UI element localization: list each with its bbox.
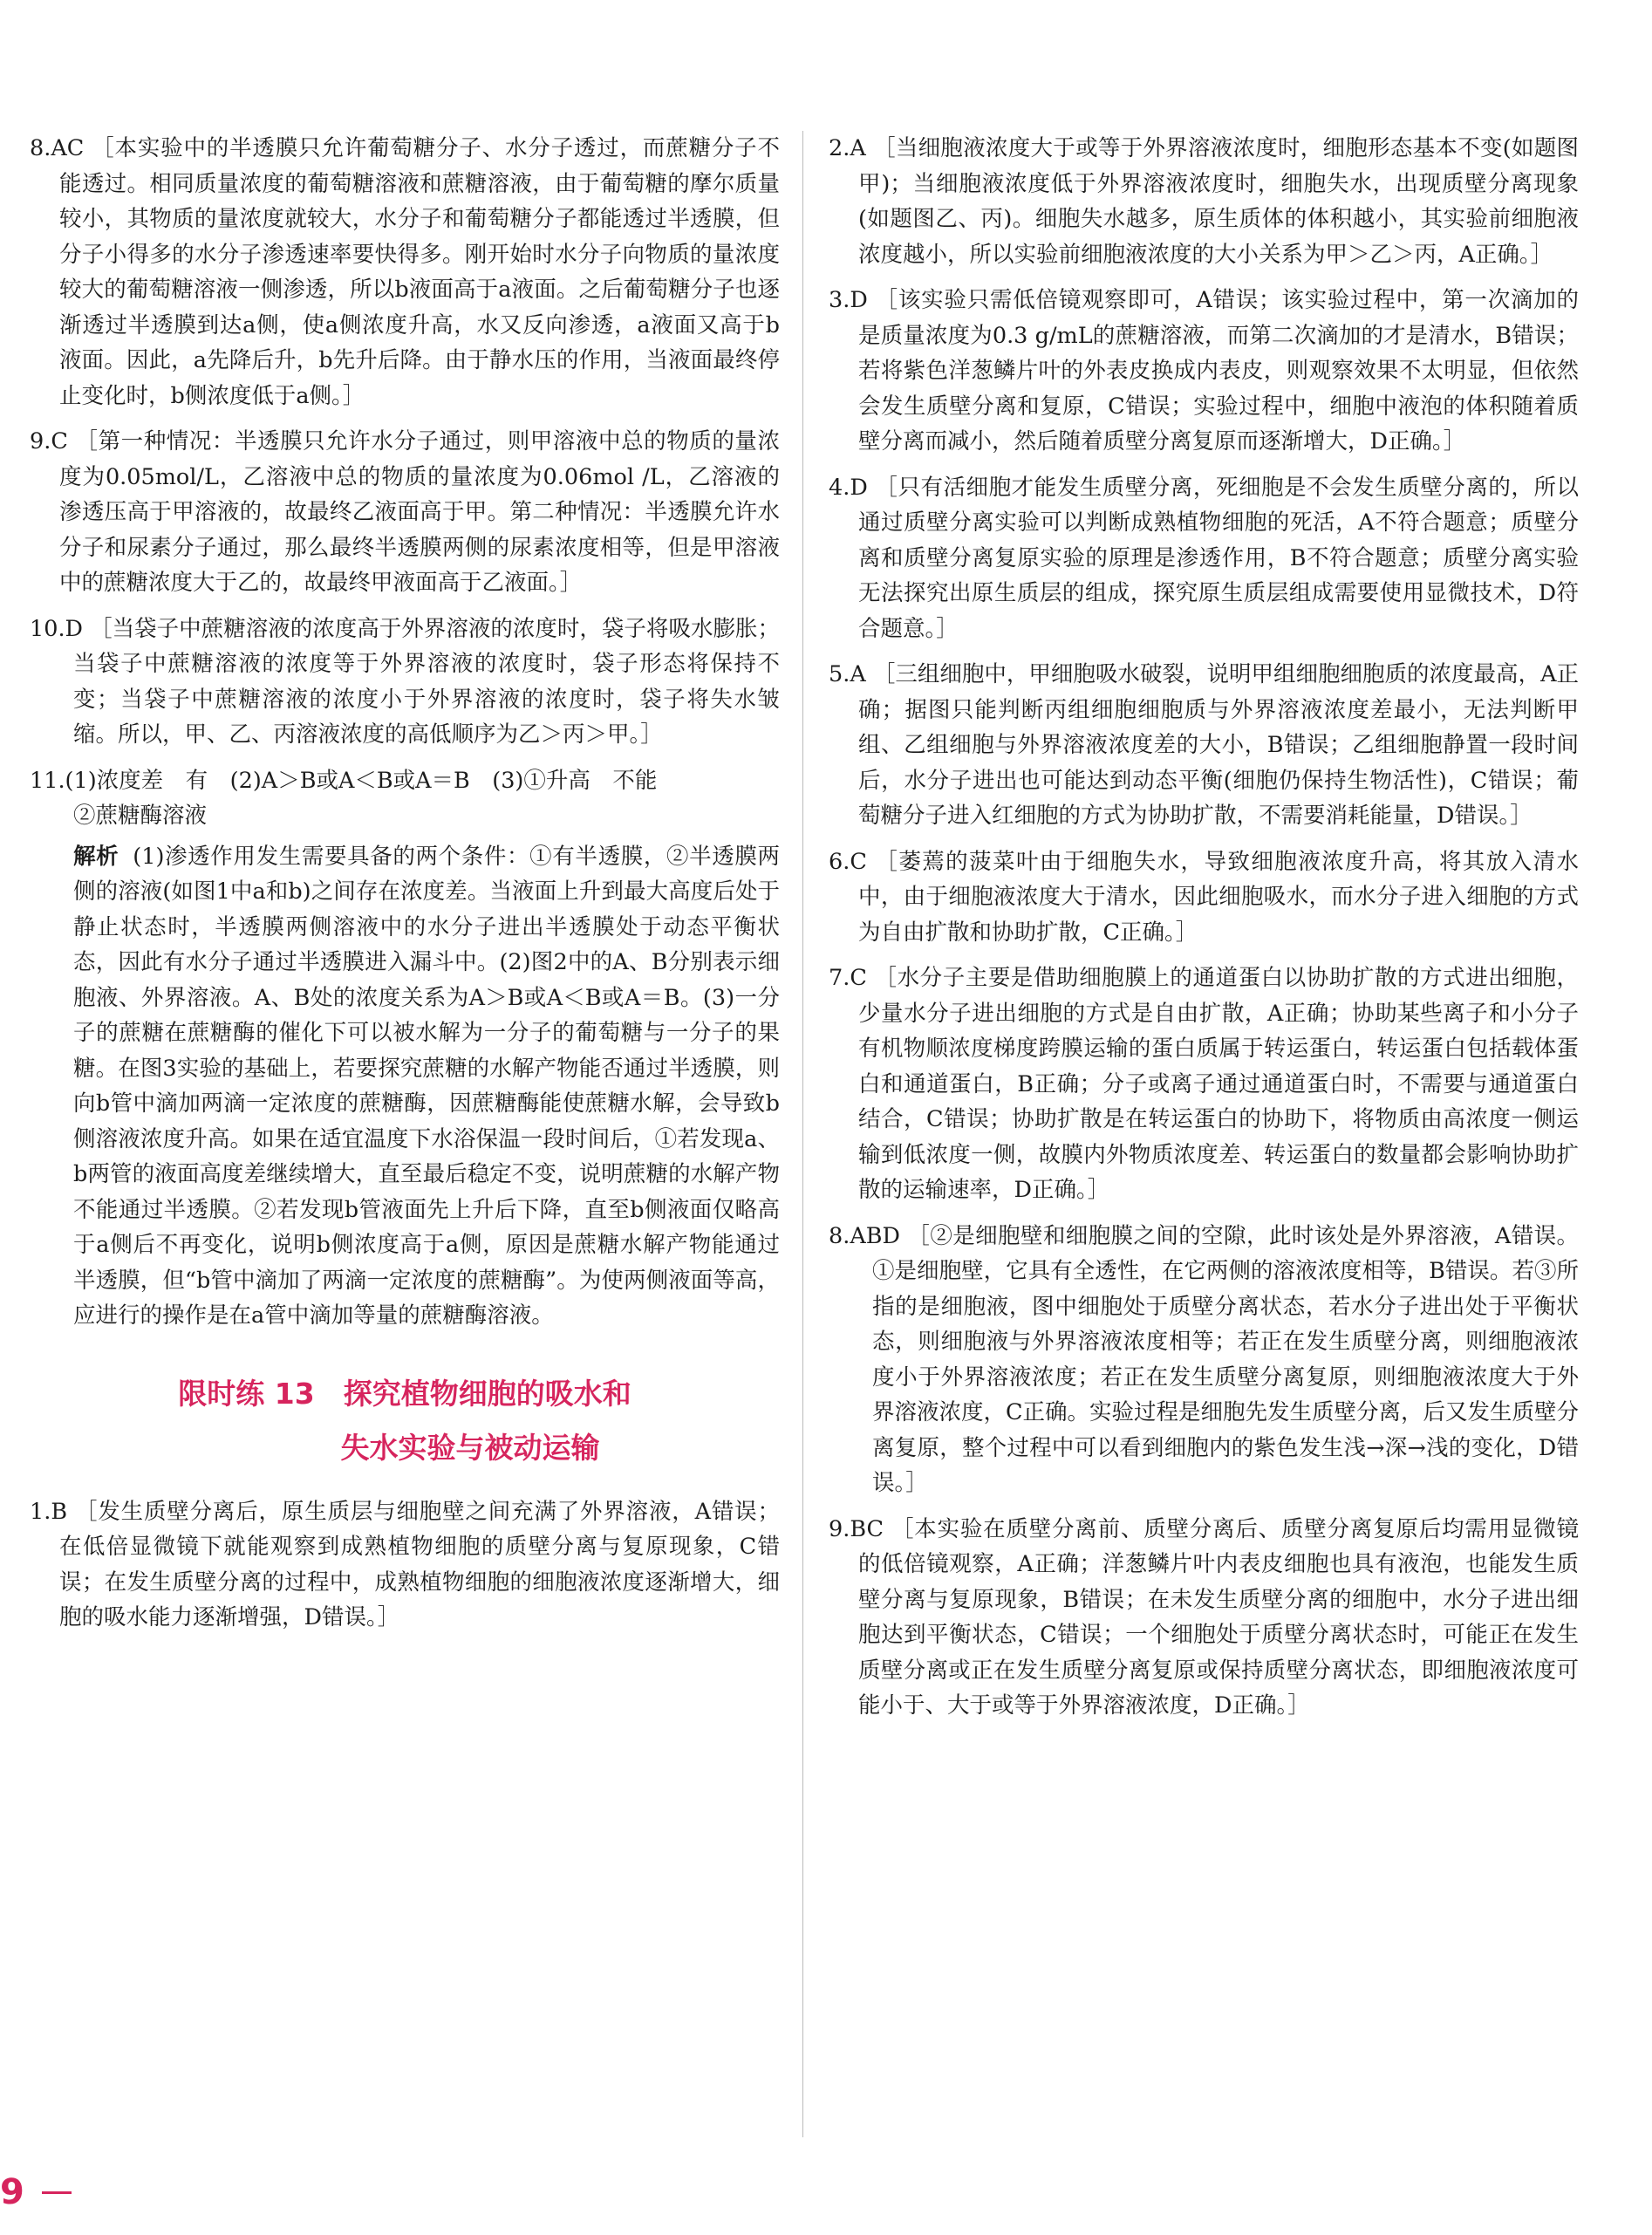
answer-item-s4: 4.D ［只有活细胞才能发生质壁分离，死细胞是不会发生质壁分离的，所以通过质壁分离实验可以判断成熟植物细胞的死活，A不符合题意；质壁分离和质壁分离复原实验的原理是渗透作用，B不符合题意；质壁分离实验无法探究出原生质层的组成，探究原生质层组成需要使用显微技术，D符合题意。］ [829, 474, 1579, 642]
section-title-line1: 限时练 13 探究植物细胞的吸水和 [178, 1376, 631, 1411]
section-title [30, 1367, 780, 1475]
analysis-block [30, 839, 780, 1334]
section-title-line2: 失水实验与被动运输 [340, 1430, 600, 1465]
answer-item-s7: 7.C ［水分子主要是借助细胞膜上的通道蛋白以协助扩散的方式进出细胞，少量水分子进出细胞的方式是自由扩散，A正确；协助某些离子和小分子有机物顺浓度梯度跨膜运输的蛋白质属于转运蛋白，转运蛋白包括载体蛋白和通道蛋白，B正确；分子或离子通过通道蛋白时，不需要与通道蛋白结合，C错误；协助扩散是在转运蛋白的协助下，将物质由高浓度一侧运输到低浓度一侧，故膜内外物质浓度差、转运蛋白的数量都会影响协助扩散的运输速率，D正确。］ [829, 965, 1579, 1203]
analysis-label: 解析 [73, 843, 119, 870]
page-number: 9 [0, 2172, 24, 2212]
page-number-dash [42, 2191, 72, 2194]
answer-item-s9: 9.BC ［本实验在质壁分离前、质壁分离后、质壁分离复原后均需用显微镜的低倍镜观察，A正确；洋葱鳞片叶内表皮细胞也具有液泡，也能发生质壁分离与复原现象，B错误；在未发生质壁分离的细胞中，水分子进出细胞达到平衡状态，C错误；一个细胞处于质壁分离状态时，可能正在发生质壁分离或正在发生质壁分离复原或保持质壁分离状态，即细胞液浓度可能小于、大于或等于外界溶液浓度，D正确。］ [829, 1515, 1579, 1719]
analysis-text: (1)渗透作用发生需要具备的两个条件：①有半透膜，②半透膜两侧的溶液(如图1中a和b)之间存在浓度差。当液面上升到最大高度后处于静止状态时，半透膜两侧溶液中的水分子进出半透膜处于动态平衡状态，因此有水分子通过半透膜进入漏斗中。(2)图2中的A、B分别表示细胞液、外界溶液。A、B处的浓度关系为A＞B或A＜B或A＝B。(3)一分子的蔗糖在蔗糖酶的催化下可以被水解为一分子的葡萄糖与一分子的果糖。在图3实验的基础上，若要探究蔗糖的水解产物能否通过半透膜，则向b管中滴加两滴一定浓度的蔗糖酶，因蔗糖酶能使蔗糖水解，会导致b侧溶液浓度升高。如果在适宜温度下水浴保温一段时间后，①若发现a、b两管的液面高度差继续增大，直至最后稳定不变，说明蔗糖的水解产物不能通过半透膜。②若发现b管液面先上升后下降，直至b侧液面仅略高于a侧后不再变化，说明b侧浓度高于a侧，原因是蔗糖水解产物能通过半透膜，但“b管中滴加了两滴一定浓度的蔗糖酶”。为使两侧液面等高，应进行的操作是在a管中滴加等量的蔗糖酶溶液。 [73, 843, 780, 1329]
answer-item-8: 8.AC ［本实验中的半透膜只允许葡萄糖分子、水分子透过，而蔗糖分子不能透过。相同质量浓度的葡萄糖溶液和蔗糖溶液，由于葡萄糖的摩尔质量较小，其物质的量浓度就较大，水分子和葡萄糖分子都能透过半透膜，但分子小得多的水分子渗透速率要快得多。刚开始时水分子向物质的量浓度较大的葡萄糖溶液一侧渗透，所以b液面高于a液面。之后葡萄糖分子也逐渐透过半透膜到达a侧，使a侧浓度升高，水又反向渗透，a液面又高于b液面。因此，a先降后升，b先升后降。由于静水压的作用，当液面最终停止变化时，b侧浓度低于a侧。］ [30, 135, 780, 409]
answer-item-11: 11.(1)浓度差 有 (2)A＞B或A＜B或A＝B (3)①升高 不能 [30, 767, 658, 794]
column-divider [802, 131, 803, 2137]
answer-item-s1: 1.B ［发生质壁分离后，原生质层与细胞壁之间充满了外界溶液，A错误；在低倍显微镜下就能观察到成熟植物细胞的质壁分离与复原现象，C错误；在发生质壁分离的过程中，成熟植物细胞的细胞液浓度逐渐增大，细胞的吸水能力逐渐增强，D错误。］ [30, 1498, 780, 1630]
answer-item-s8: 8.ABD ［②是细胞壁和细胞膜之间的空隙，此时该处是外界溶液，A错误。①是细胞壁，它具有全透性，在它两侧的溶液浓度相等，B错误。若③所指的是细胞液，图中细胞处于质壁分离状态，若水分子进出处于平衡状态，则细胞液与外界溶液浓度相等；若正在发生质壁分离，则细胞液浓度小于外界溶液浓度；若正在发生质壁分离复原，则细胞液浓度大于外界溶液浓度，C正确。实验过程是细胞先发生质壁分离，后又发生质壁分离复原，整个过程中可以看到细胞内的紫色发生浅→深→浅的变化，D错误。］ [829, 1222, 1580, 1496]
answer-item-s5: 5.A ［三组细胞中，甲细胞吸水破裂，说明甲组细胞细胞质的浓度最高，A正确；据图只能判断丙组细胞细胞质与外界溶液浓度差最小，无法判断甲组、乙组细胞与外界溶液浓度差的大小，B错误；乙组细胞静置一段时间后，水分子进出也可能达到动态平衡(细胞仍保持生物活性)，C错误；葡萄糖分子进入红细胞的方式为协助扩散，不需要消耗能量，D错误。］ [829, 661, 1579, 829]
answer-item-s3: 3.D ［该实验只需低倍镜观察即可，A错误；该实验过程中，第一次滴加的是质量浓度为0.3 g/mL的蔗糖溶液，而第二次滴加的才是清水，B错误；若将紫色洋葱鳞片叶的外表皮换成内表皮，则观察效果不太明显，但依然会发生质壁分离和复原，C错误；实验过程中，细胞中液泡的体积随着质壁分离而减小，然后随着质壁分离复原而逐渐增大，D正确。］ [829, 287, 1579, 455]
answer-item-10: 10.D ［当袋子中蔗糖溶液的浓度高于外界溶液的浓度时，袋子将吸水膨胀；当袋子中蔗糖溶液的浓度等于外界溶液的浓度时，袋子形态将保持不变；当袋子中蔗糖溶液的浓度小于外界溶液的浓度时，袋子将失水皱缩。所以，甲、乙、丙溶液浓度的高低顺序为乙＞丙＞甲。］ [30, 615, 780, 748]
answer-item-s2: 2.A ［当细胞液浓度大于或等于外界溶液浓度时，细胞形态基本不变(如题图甲)；当细胞液浓度低于外界溶液浓度时，细胞失水，出现质壁分离现象(如题图乙、丙)。细胞失水越多，原生质体的体积越小，其实验前细胞液浓度越小，所以实验前细胞液浓度的大小关系为甲＞乙＞丙，A正确。］ [829, 135, 1579, 268]
right-column [829, 131, 1579, 1734]
left-column [30, 131, 780, 1646]
answer-item-11-cont: ②蔗糖酶溶液 [73, 803, 208, 829]
answer-item-9: 9.C ［第一种情况：半透膜只允许水分子通过，则甲溶液中总的物质的量浓度为0.05mol/L，乙溶液中总的物质的量浓度为0.06mol /L，乙溶液的渗透压高于甲溶液的，故最终乙液面高于甲。第二种情况：半透膜允许水分子和尿素分子通过，那么最终半透膜两侧的尿素浓度相等，但是甲溶液中的蔗糖浓度大于乙的，故最终甲液面高于乙液面。］ [30, 428, 780, 596]
answer-item-s6: 6.C ［萎蔫的菠菜叶由于细胞失水，导致细胞液浓度升高，将其放入清水中，由于细胞液浓度大于清水，因此细胞吸水，而水分子进入细胞的方式为自由扩散和协助扩散，C正确。］ [829, 848, 1579, 946]
